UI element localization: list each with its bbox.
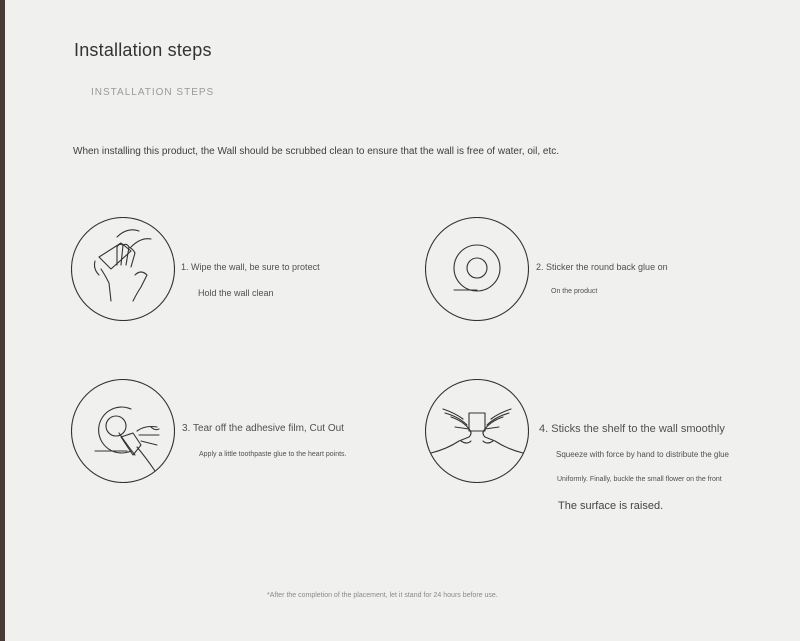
step-4-detail-line-1: Squeeze with force by hand to distribute the glue [556,450,729,459]
step-2-detail: On the product [551,288,598,295]
round-glue-sticker-icon [425,217,529,321]
page-subtitle: INSTALLATION STEPS [91,87,215,98]
step-4-title: 4. Sticks the shelf to the wall smoothly [539,423,725,435]
hands-pressing-shelf-icon [425,379,529,483]
intro-text: When installing this product, the Wall should be scrubbed clean to ensure that the wall is free of water, oil, etc. [73,146,560,157]
step-1-title: 1. Wipe the wall, be sure to protect [181,262,320,272]
step-4-detail-line-3: The surface is raised. [558,500,664,512]
step-4-detail-line-2: Uniformly. Finally, buckle the small flower on the front [557,476,722,483]
step-3-detail: Apply a little toothpaste glue to the heart points. [199,451,347,458]
hand-wiping-wall-icon [71,217,175,321]
page-title: Installation steps [74,40,212,60]
footnote: *After the completion of the placement, let it stand for 24 hours before use. [267,592,498,599]
step-1-detail: Hold the wall clean [198,288,274,298]
peeling-adhesive-film-icon [71,379,175,483]
step-2-title: 2. Sticker the round back glue on [536,262,668,272]
left-edge-border [0,0,5,641]
step-3-title: 3. Tear off the adhesive film, Cut Out [182,423,344,434]
